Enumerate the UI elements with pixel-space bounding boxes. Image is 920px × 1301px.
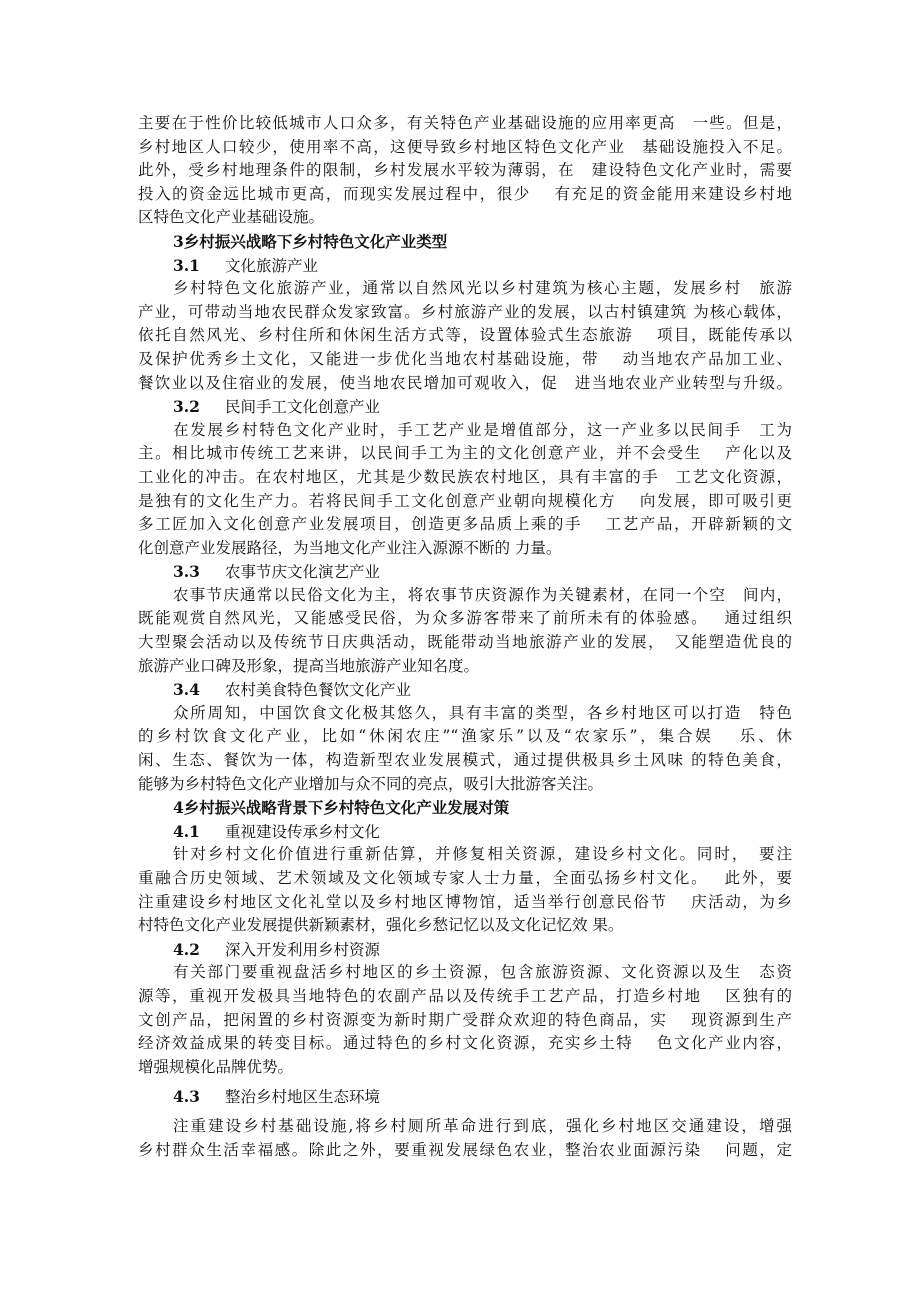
text-line: 重融合历史领域、艺术领域及文化领域专家人士力量，全面弘扬乡村文化。 此外，要	[138, 869, 792, 887]
subsection-title: 深入开发利用乡村资源	[225, 940, 381, 959]
text-line: 的乡村饮食文化产业，比如“休闲农庄”“渔家乐”以及“农家乐”，集合娱 乐、休	[138, 727, 792, 746]
text-line: 餐饮业以及住宿业的发展，使当地农民增加可观收入，促 进当地农业产业转型与升级。	[138, 373, 792, 392]
text-line: 化创意产业发展路径，为当地文化产业注入源源不断的 力量。	[138, 538, 562, 557]
text-line: 农事节庆通常以民俗文化为主，将农事节庆资源作为关键素材，在同一个空 间内，	[173, 585, 792, 604]
subsection-title: 整治乡村地区生态环境	[225, 1088, 381, 1107]
paragraph	[138, 584, 792, 678]
text-line: 闲、生态、餐饮为一体，构造新型农业发展模式，通过提供极具乡土风味 的特色美食，	[138, 751, 792, 770]
text-line: 注重建设乡村地区文化礼堂以及乡村地区博物馆，适当举行创意民俗节 庆活动，为乡	[138, 892, 792, 911]
paragraph	[138, 843, 792, 937]
text-line: 增强规模化品牌优势。	[138, 1057, 294, 1076]
document-body	[138, 112, 792, 1162]
text-line: 源等，重视开发极具当地特色的农副产品以及传统手工艺产品，打造乡村地 区独有的	[138, 986, 792, 1005]
text-line: 多工匠加入文化创意产业发展项目，创造更多品质上乘的手 工艺产品，开辟新颖的文	[138, 515, 792, 534]
section-heading-3: 3乡村振兴战略下乡村特色文化产业类型	[173, 231, 448, 251]
text-line: 乡村群众生活幸福感。除此之外，要重视发展绿色农业，整治农业面源污染 问题，定	[138, 1140, 792, 1159]
subsection-title: 农村美食特色餐饮文化产业	[225, 681, 412, 700]
subsection-number: 4.1	[173, 821, 200, 841]
text-line: 能够为乡村特色文化产业增加与众不同的亮点，吸引大批游客关注。	[138, 774, 604, 793]
paragraph	[138, 702, 792, 796]
text-line: 主要在于性价比较低城市人口众多，有关特色产业基础设施的应用率更高 一些。但是，	[138, 114, 792, 132]
paragraph	[138, 1115, 792, 1162]
text-line: 大型聚会活动以及传统节日庆典活动，既能带动当地旅游产业的发展， 又能塑造优良的	[138, 633, 792, 652]
paragraph	[138, 112, 792, 230]
text-line: 乡村特色文化旅游产业，通常以自然风光以乡村建筑为核心主题，发展乡村 旅游	[173, 279, 792, 298]
subsection-heading-3-3	[138, 560, 792, 584]
text-line: 此外，受乡村地理条件的限制，乡村发展水平较为薄弱，在 建设特色文化产业时，需要	[138, 161, 792, 180]
subsection-number: 4.2	[173, 939, 200, 959]
paragraph	[138, 419, 792, 561]
subsection-number: 3.2	[173, 397, 200, 417]
subsection-heading-4-1	[138, 820, 792, 844]
subsection-number: 3.3	[173, 562, 200, 582]
subsection-number: 3.4	[173, 680, 200, 700]
text-line: 乡村地区人口较少，使用率不高，这便导致乡村地区特色文化产业 基础设施投入不足。	[138, 137, 792, 156]
section-heading-4: 4乡村振兴战略背景下乡村特色文化产业发展对策	[173, 798, 510, 818]
subsection-number: 4.3	[173, 1087, 200, 1107]
text-line: 文创产品，把闲置的乡村资源变为新时期广受群众欢迎的特色商品，实 现资源到生产	[138, 1010, 792, 1029]
text-line: 区特色文化产业基础设施。	[138, 208, 325, 227]
subsection-title: 重视建设传承乡村文化	[225, 822, 381, 841]
text-line: 众所周知，中国饮食文化极其悠久，具有丰富的类型，各乡村地区可以打造 特色	[173, 703, 792, 722]
text-line: 在发展乡村特色文化产业时，手工艺产业是增值部分，这一产业多以民间手 工为	[173, 420, 792, 439]
subsection-title: 农事节庆文化演艺产业	[225, 563, 381, 582]
text-line: 既能观赏自然风光，又能感受民俗，为众多游客带来了前所未有的体验感。 通过组织	[138, 609, 792, 628]
subsection-heading-3-4	[138, 678, 792, 702]
paragraph	[138, 277, 792, 395]
text-line: 针对乡村文化价值进行重新估算，并修复相关资源，建设乡村文化。同时， 要注	[173, 845, 792, 864]
text-line: 有关部门要重视盘活乡村地区的乡土资源，包含旅游资源、文化资源以及生 态资	[173, 963, 792, 982]
text-line: 依托自然风光、乡村住所和休闲生活方式等，设置体验式生态旅游 项目，既能传承以	[138, 326, 792, 345]
text-line: 产业，可带动当地农民群众发家致富。乡村旅游产业的发展，以古村镇建筑 为核心载体，	[138, 302, 792, 321]
subsection-heading-3-2	[138, 395, 792, 419]
subsection-title: 文化旅游产业	[225, 256, 319, 275]
paragraph	[138, 961, 792, 1079]
subsection-heading-4-2	[138, 938, 792, 962]
text-line: 是独有的文化生产力。若将民间手工文化创意产业朝向规模化方 向发展，即可吸引更	[138, 491, 792, 510]
text-line: 注重建设乡村基础设施,将乡村厕所革命进行到底，强化乡村地区交通建设，增强	[173, 1116, 792, 1135]
subsection-heading-4-3	[138, 1085, 792, 1109]
text-line: 及保护优秀乡土文化，又能进一步优化当地农村基础设施，带 动当地农产品加工业、	[138, 349, 792, 368]
subsection-number: 3.1	[173, 255, 200, 275]
subsection-title: 民间手工文化创意产业	[225, 398, 381, 417]
text-line: 经济效益成果的转变目标。通过特色的乡村文化资源，充实乡土特 色文化产业内容，	[138, 1034, 792, 1053]
text-line: 旅游产业口碑及形象，提高当地旅游产业知名度。	[138, 656, 480, 675]
text-line: 主。相比城市传统工艺来讲，以民间手工为主的文化创意产业，并不会受生 产化以及	[138, 444, 792, 463]
subsection-heading-3-1	[138, 254, 792, 278]
text-line: 工业化的冲击。在农村地区，尤其是少数民族农村地区，具有丰富的手 工艺文化资源，	[138, 467, 792, 486]
text-line: 村特色文化产业发展提供新颖素材，强化乡愁记忆以及文化记忆效 果。	[138, 916, 624, 935]
text-line: 投入的资金远比城市更高，而现实发展过程中，很少 有充足的资金能用来建设乡村地	[138, 184, 792, 203]
